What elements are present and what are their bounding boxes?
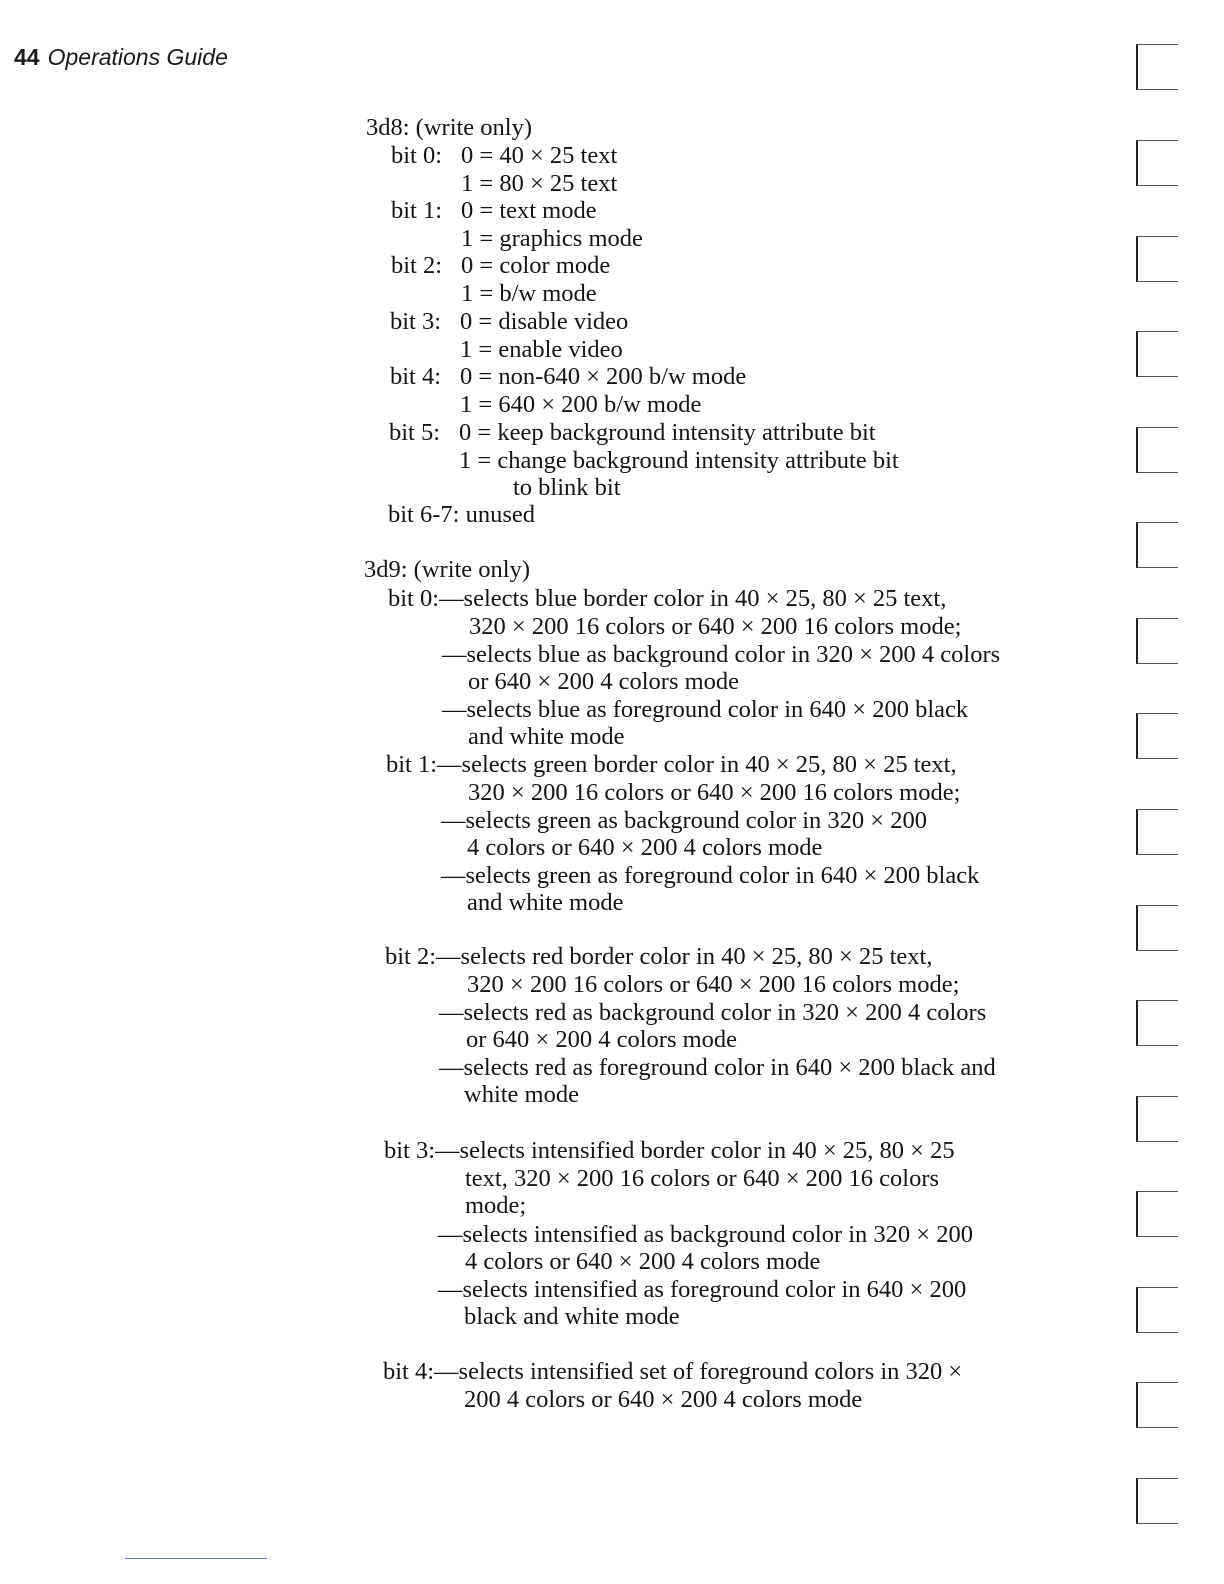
bit-description-line: —selects red as foreground color in 640 × 200 black and (439, 1054, 996, 1081)
running-title: Operations Guide (47, 44, 228, 70)
binder-tab-mark (1136, 331, 1178, 377)
page-header (14, 44, 228, 71)
bit-description-line: white mode (464, 1081, 579, 1108)
bit-description-line: bit 3:—selects intensified border color in 40 × 25, 80 × 25 (384, 1137, 955, 1164)
bit-value-line: to blink bit (513, 474, 621, 501)
bit-description-line: mode; (465, 1192, 527, 1219)
footer-rule (125, 1558, 267, 1559)
bit-label: bit 1: (391, 197, 443, 224)
binder-tab-mark (1136, 44, 1178, 90)
bit-description-line: or 640 × 200 4 colors mode (468, 668, 740, 695)
bit-description-line: 320 × 200 16 colors or 640 × 200 16 colors mode; (469, 613, 962, 640)
binder-tab-mark (1136, 1287, 1178, 1333)
bit-value-line: 0 = text mode (461, 197, 597, 224)
bit-description-line: bit 0:—selects blue border color in 40 × 25, 80 × 25 text, (388, 585, 947, 612)
bit-description-line: —selects intensified as foreground color in 640 × 200 (438, 1276, 967, 1303)
bit-value-line: 0 = non-640 × 200 b/w mode (460, 363, 747, 390)
bit-description-line: text, 320 × 200 16 colors or 640 × 200 16 colors (465, 1165, 940, 1192)
bit-description-line: bit 1:—selects green border color in 40 × 25, 80 × 25 text, (386, 751, 957, 778)
bit-label: bit 4: (390, 363, 442, 390)
bit-description-line: and white mode (467, 889, 624, 916)
bit-description-line: 4 colors or 640 × 200 4 colors mode (465, 1248, 821, 1275)
register-3d8-heading: 3d8: (write only) (366, 114, 533, 141)
bit-description-line: black and white mode (464, 1303, 680, 1330)
bit-description-line: 4 colors or 640 × 200 4 colors mode (467, 834, 823, 861)
binder-tab-mark (1136, 427, 1178, 473)
binder-tab-mark (1136, 809, 1178, 855)
bit-description-line: 320 × 200 16 colors or 640 × 200 16 colors mode; (468, 779, 961, 806)
binder-tab-mark (1136, 1000, 1178, 1046)
bit-label: bit 0: (391, 142, 443, 169)
binder-tab-mark (1136, 618, 1178, 664)
binder-tab-mark (1136, 140, 1178, 186)
binder-tab-mark (1136, 1382, 1178, 1428)
bit-description-line: bit 4:—selects intensified set of foreground colors in 320 × (383, 1358, 963, 1385)
bit-label: bit 5: (389, 419, 441, 446)
bit-description-line: or 640 × 200 4 colors mode (466, 1026, 738, 1053)
bit-value-line: 1 = change background intensity attribute bit (459, 447, 899, 474)
register-3d9-heading: 3d9: (write only) (364, 556, 531, 583)
bit-description-line: bit 2:—selects red border color in 40 × 25, 80 × 25 text, (385, 943, 933, 970)
bit-description-line: —selects blue as background color in 320 × 200 4 colors (442, 641, 1001, 668)
bit-label: bit 2: (391, 252, 443, 279)
bit-value-line: 1 = 640 × 200 b/w mode (460, 391, 702, 418)
binder-tab-mark (1136, 522, 1178, 568)
bit-value-line: 0 = 40 × 25 text (461, 142, 618, 169)
binder-tab-mark (1136, 1478, 1178, 1524)
bit-value-line: 0 = disable video (460, 308, 629, 335)
bit-description-line: 200 4 colors or 640 × 200 4 colors mode (464, 1386, 863, 1413)
binder-tab-mark (1136, 236, 1178, 282)
bit-value-line: 1 = graphics mode (461, 225, 643, 252)
bit-label: bit 3: (390, 308, 442, 335)
binder-tab-mark (1136, 905, 1178, 951)
bit-description-line: —selects red as background color in 320 × 200 4 colors (439, 999, 987, 1026)
bit-description-line: 320 × 200 16 colors or 640 × 200 16 colors mode; (467, 971, 960, 998)
bit-description-line: —selects green as foreground color in 640 × 200 black (441, 862, 980, 889)
bit-description-line: and white mode (468, 723, 625, 750)
bit-value-line: 0 = color mode (461, 252, 611, 279)
bit-value-line: 1 = 80 × 25 text (461, 170, 618, 197)
bit-value-line: 1 = enable video (460, 336, 623, 363)
bit-description-line: —selects green as background color in 320 × 200 (441, 807, 927, 834)
bit-description-line: —selects intensified as background color in 320 × 200 (438, 1221, 974, 1248)
binder-tab-mark (1136, 1191, 1178, 1237)
bit-description-line: —selects blue as foreground color in 640 × 200 black (442, 696, 969, 723)
binder-tab-mark (1136, 1096, 1178, 1142)
bit-value-line: 1 = b/w mode (461, 280, 597, 307)
page-number: 44 (14, 44, 40, 70)
bit-value-line: 0 = keep background intensity attribute bit (459, 419, 876, 446)
binder-tab-mark (1136, 713, 1178, 759)
bit-label: bit 6-7: unused (388, 501, 535, 528)
